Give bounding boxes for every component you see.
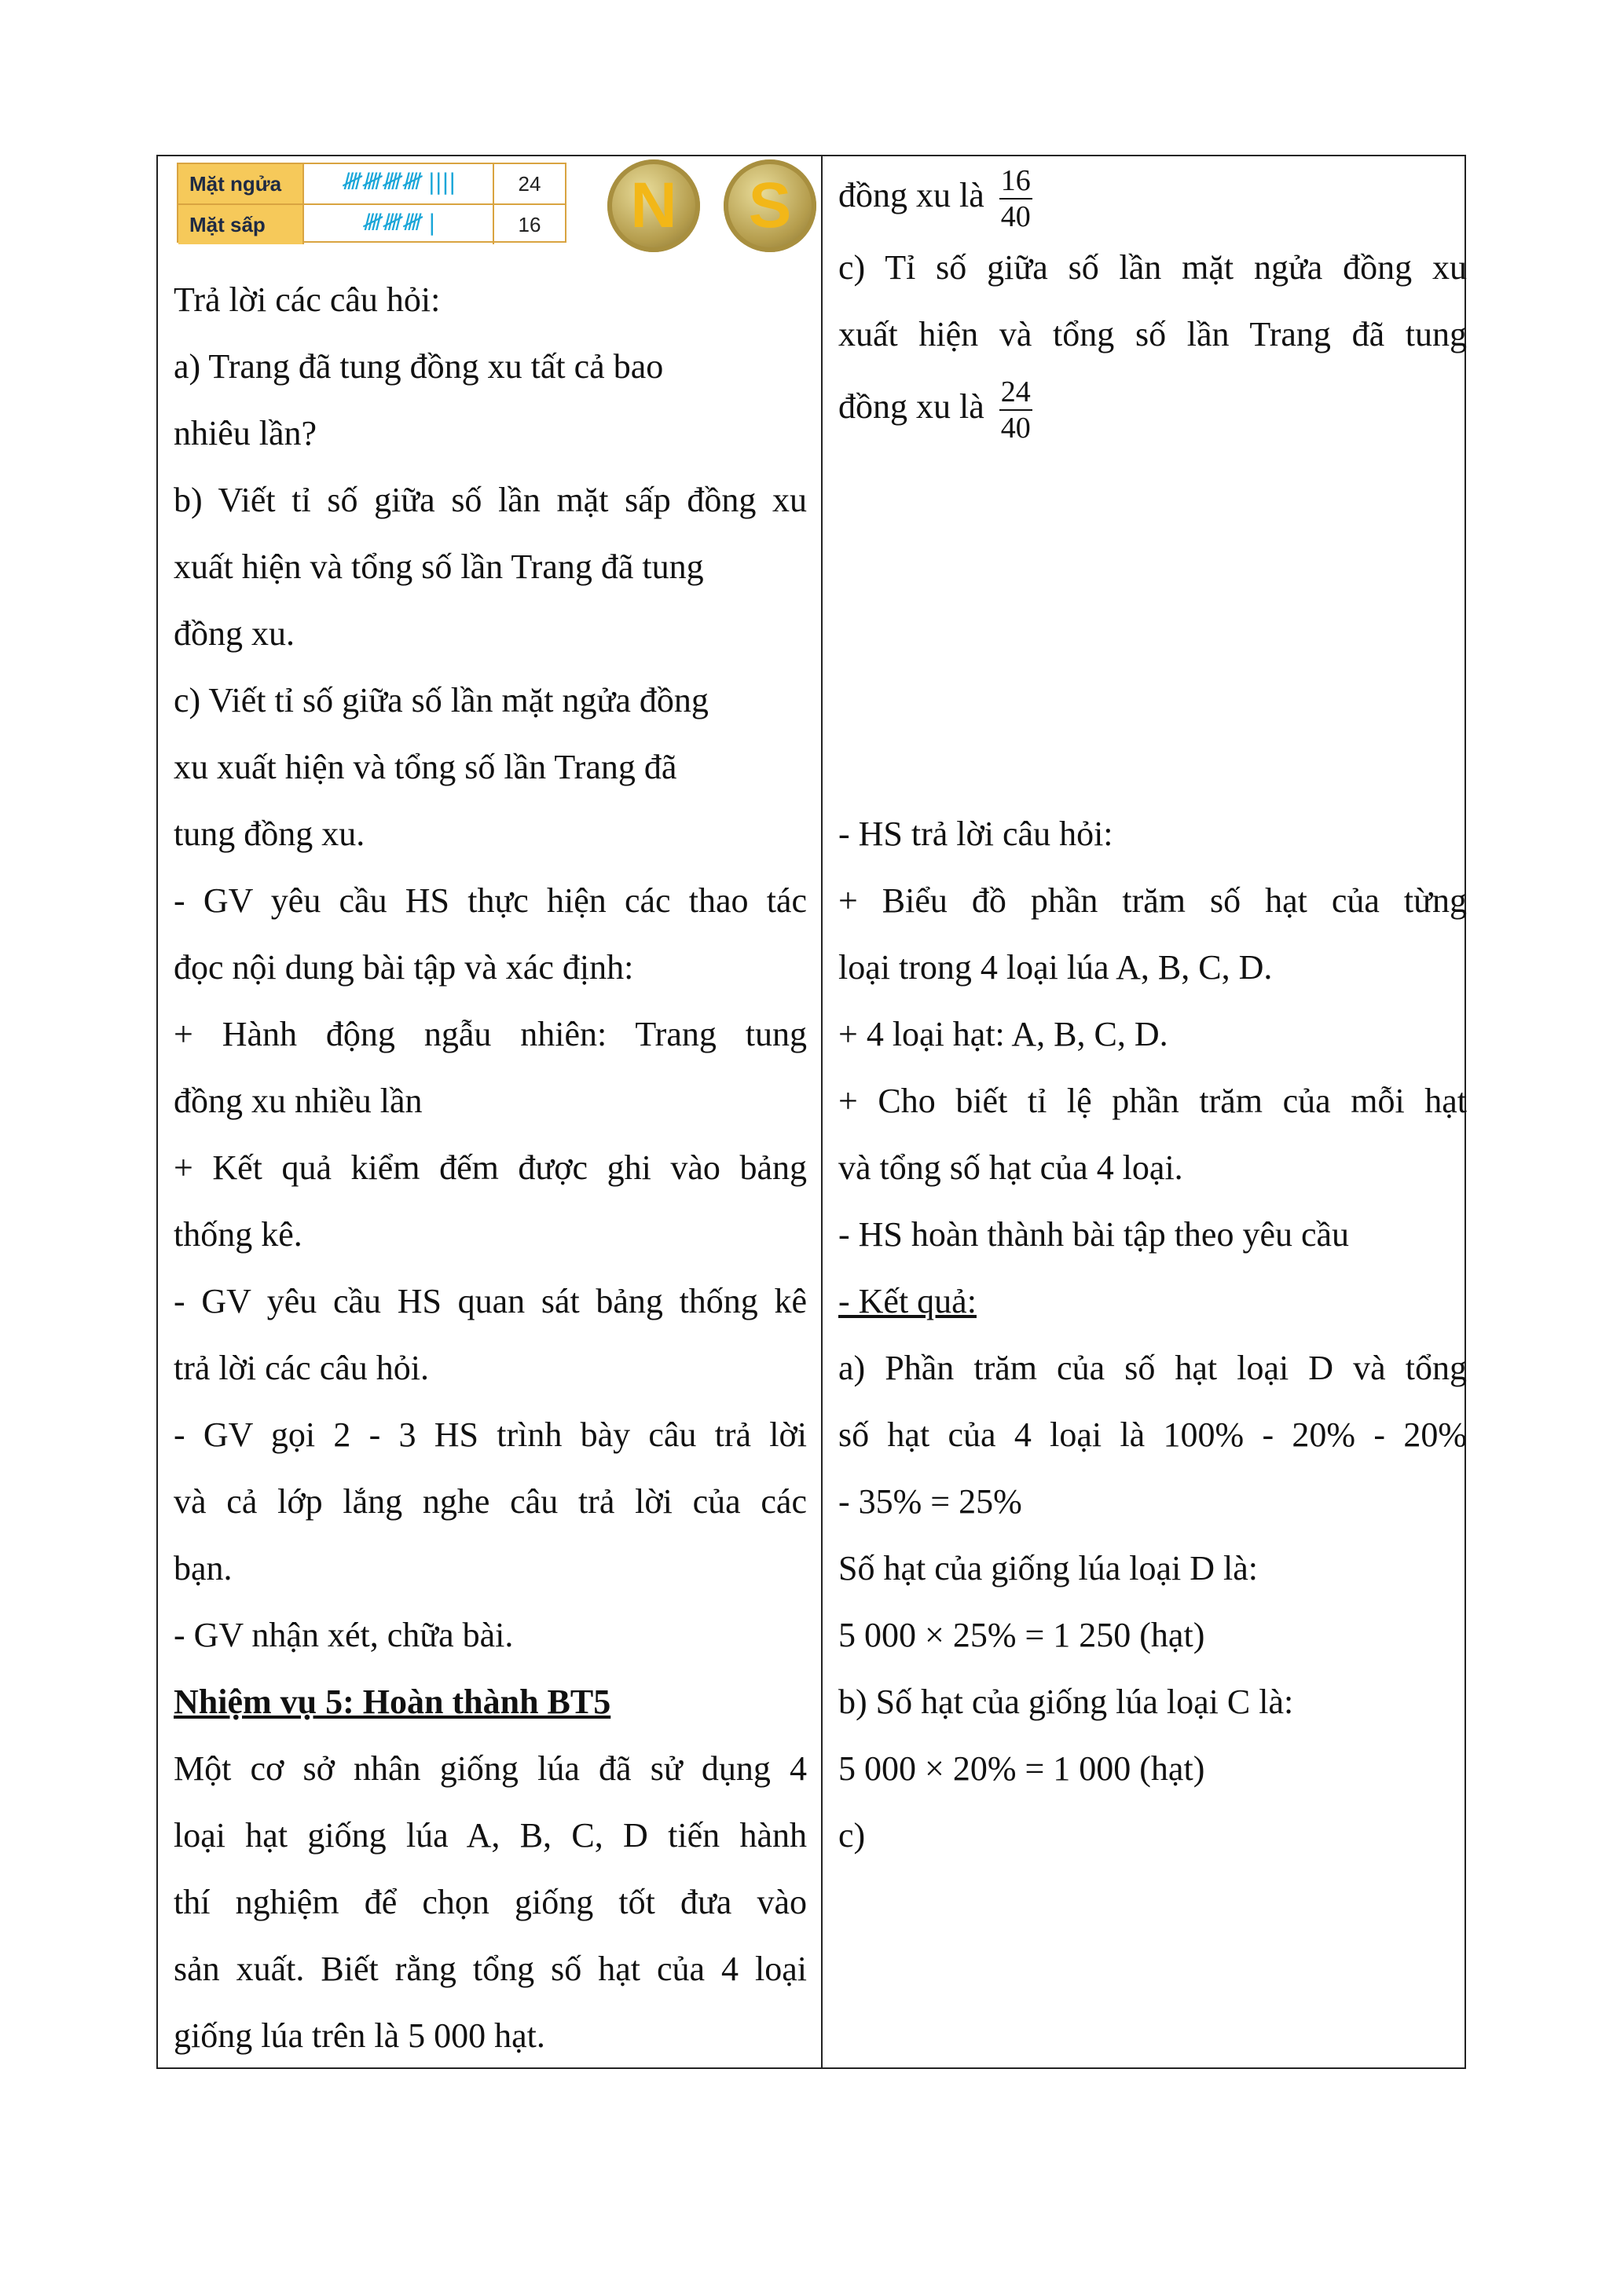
text-line: 5 000 × 20% = 1 000 (hạt) (838, 1749, 1205, 1788)
fraction-16-40 (999, 163, 1032, 234)
text-line: trả lời các câu hỏi. (174, 1349, 429, 1387)
tally-marks: 𝍸𝍸𝍸 | (304, 205, 494, 244)
right-answers-block (838, 800, 1467, 1869)
text-line: thống kê. (174, 1215, 302, 1254)
tally-count: 16 (518, 212, 541, 236)
text-line: và tổng số hạt của 4 loại. (838, 1148, 1183, 1187)
text-line: + 4 loại hạt: A, B, C, D. (838, 1015, 1168, 1053)
lesson-table (156, 155, 1466, 2069)
text-line: - HS hoàn thành bài tập theo yêu cầu (838, 1215, 1350, 1254)
text-line: loại hạt giống lúa A, B, C, D tiến hành (174, 1816, 807, 1855)
text-line: + Hành động ngẫu nhiên: Trang tung (174, 1015, 807, 1053)
text-line: đồng xu. (174, 614, 295, 653)
tally-label: Mặt sấp (178, 205, 304, 244)
text-line: tung đồng xu. (174, 815, 365, 853)
coin-s-icon: S (724, 159, 816, 252)
fraction-denominator: 40 (1000, 411, 1031, 445)
text-line: c) Viết tỉ số giữa số lần mặt ngửa đồng (174, 681, 709, 720)
left-text-block (174, 266, 807, 2069)
text-line: giống lúa trên là 5 000 hạt. (174, 2016, 545, 2055)
student-activity-column (823, 156, 1465, 2067)
text-line: - 35% = 25% (838, 1482, 1022, 1521)
text-line: b) Số hạt của giống lúa loại C là: (838, 1683, 1294, 1721)
text-line: - GV nhận xét, chữa bài. (174, 1616, 514, 1654)
text-line: b) Viết tỉ số giữa số lần mặt sấp đồng xu (174, 481, 807, 519)
text-line: đọc nội dung bài tập và xác định: (174, 948, 634, 987)
fraction-numerator: 16 (999, 163, 1032, 200)
coin-n-icon: N (607, 159, 700, 252)
text-line: và cả lớp lắng nghe câu trả lời của các (174, 1482, 807, 1521)
fraction-24-40 (999, 375, 1032, 445)
text-line: số hạt của 4 loại là 100% - 20% - 20% (838, 1415, 1467, 1454)
result-heading: - Kết quả: (838, 1282, 977, 1320)
tally-label: Mặt ngửa (178, 164, 304, 203)
text-line: đồng xu là (838, 176, 984, 214)
tally-count: 24 (518, 171, 541, 196)
text-line: nhiêu lần? (174, 414, 317, 452)
text-line: - GV yêu cầu HS quan sát bảng thống kê (174, 1282, 807, 1320)
text-line: a) Phần trăm của số hạt loại D và tổng (838, 1349, 1467, 1387)
text-line: - GV gọi 2 - 3 HS trình bày câu trả lời (174, 1415, 807, 1454)
text-line: bạn. (174, 1549, 233, 1587)
text-line: a) Trang đã tung đồng xu tất cả bao (174, 347, 664, 386)
text-line: đồng xu là (838, 386, 984, 426)
text-line: - HS trả lời câu hỏi: (838, 815, 1113, 853)
answer-c-line (838, 368, 1467, 446)
fraction-numerator: 24 (999, 375, 1032, 411)
text-line: loại trong 4 loại lúa A, B, C, D. (838, 948, 1273, 987)
text-line: xuất hiện và tổng số lần Trang đã tung (838, 314, 1467, 353)
right-text-block (838, 158, 1467, 446)
text-line: thí nghiệm để chọn giống tốt đưa vào (174, 1883, 807, 1921)
text-line: 5 000 × 25% = 1 250 (hạt) (838, 1616, 1205, 1654)
text-line: c) Tỉ số giữa số lần mặt ngửa đồng xu (838, 247, 1467, 287)
text-line: Số hạt của giống lúa loại D là: (838, 1549, 1258, 1587)
tally-marks: 𝍸𝍸𝍸𝍸 |||| (304, 164, 494, 203)
tally-row-heads (178, 164, 565, 203)
fraction-denominator: 40 (1000, 200, 1031, 233)
text-line: Trả lời các câu hỏi: (174, 280, 441, 319)
text-line: xuất hiện và tổng số lần Trang đã tung (174, 547, 704, 586)
text-line: + Biểu đồ phần trăm số hạt của từng (838, 881, 1467, 920)
text-line: sản xuất. Biết rằng tổng số hạt của 4 loại (174, 1950, 807, 1988)
answer-b-line (838, 158, 1467, 234)
text-line: c) (838, 1816, 866, 1855)
tally-row-tails (178, 203, 565, 244)
tally-table (177, 163, 566, 243)
text-line: đồng xu nhiều lần (174, 1082, 423, 1120)
text-line: + Kết quả kiểm đếm được ghi vào bảng (174, 1148, 807, 1187)
teacher-activity-column (158, 156, 823, 2067)
text-line: - GV yêu cầu HS thực hiện các thao tác (174, 881, 807, 920)
text-line: Một cơ sở nhân giống lúa đã sử dụng 4 (174, 1749, 807, 1788)
task-heading: Nhiệm vụ 5: Hoàn thành BT5 (174, 1683, 611, 1721)
text-line: xu xuất hiện và tổng số lần Trang đã (174, 748, 677, 786)
text-line: + Cho biết tỉ lệ phần trăm của mỗi hạt (838, 1082, 1467, 1120)
